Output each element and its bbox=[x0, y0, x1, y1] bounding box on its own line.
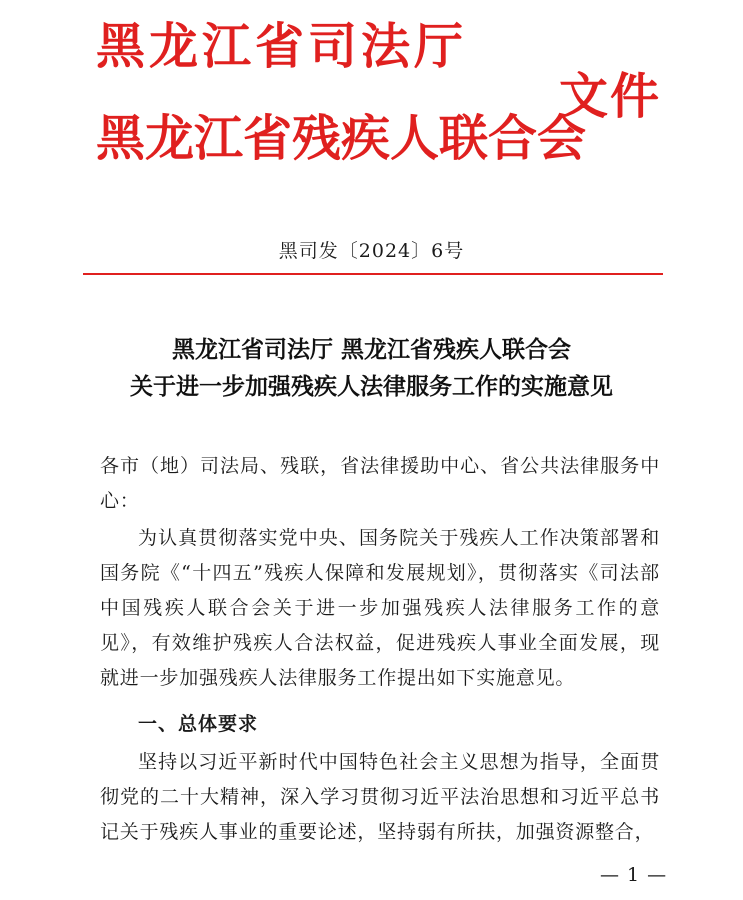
addressee: 各市（地）司法局、残联，省法律援助中心、省公共法律服务中心： bbox=[100, 455, 660, 512]
page-number: — 1 — bbox=[600, 864, 668, 886]
document-title-line2: 关于进一步加强残疾人法律服务工作的实施意见 bbox=[130, 373, 613, 400]
body-paragraph: 坚持以习近平新时代中国特色社会主义思想为指导，全面贯彻党的二十大精神，深入学习贯彻习近平法治思想和习近平总书记关于残疾人事业的重要论述，坚持弱有所扶，加强资源整合， bbox=[100, 751, 660, 843]
document-title-line1: 黑龙江省司法厅 黑龙江省残疾人联合会 bbox=[171, 336, 571, 363]
document-number: 黑司发〔2024〕6号 bbox=[278, 240, 465, 262]
section-heading: 一、总体要求 bbox=[138, 713, 259, 735]
document-type-label: 文件 bbox=[559, 67, 662, 125]
body-paragraph: 为认真贯彻落实党中央、国务院关于残疾人工作决策部署和国务院《“十四五”残疾人保障和发展规划》，贯彻落实《司法部 中国残疾人联合会关于进一步加强残疾人法律服务工作的意见》，有效维护残疾人合法权益，促进残疾人事业全面发展，现就进一步加强残疾人法律服务工作提出如下实施意见。 bbox=[100, 527, 660, 689]
issuing-org-justice: 黑龙江省司法厅 bbox=[96, 17, 468, 75]
issuing-org-disabled-federation: 黑龙江省残疾人联合会 bbox=[96, 109, 587, 167]
header-divider bbox=[83, 273, 663, 275]
